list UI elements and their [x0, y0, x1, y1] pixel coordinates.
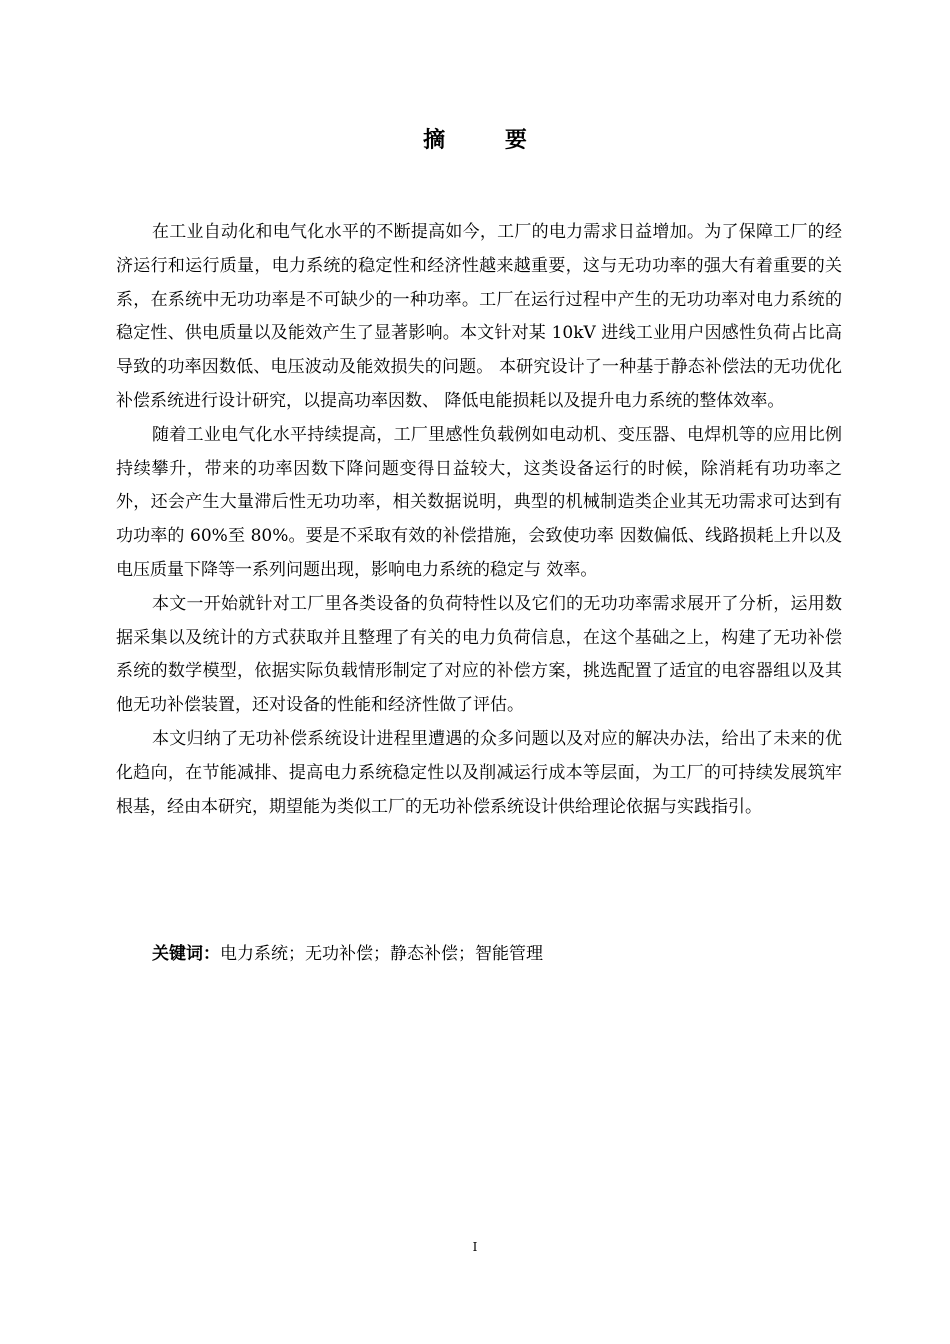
keywords-label: 关键词：	[152, 944, 220, 964]
keywords-value: 电力系统；无功补偿；静态补偿；智能管理	[220, 944, 543, 964]
abstract-paragraph: 在工业自动化和电气化水平的不断提高如今，工厂的电力需求日益增加。为了保障工厂的经济运行和运行质量，电力系统的稳定性和经济性越来越重要，这与无功功率的强大有着重要的关系，在系统中无功功率是不可缺少的一种功率。工厂在运行过程中产生的无功功率对电力系统的稳定性、供电质量以及能效产生了显著影响。本文针对某 10kV 进线工业用户因感性负荷占比高导致的功率因数低、电压波动及能效损失的问题。 本研究设计了一种基于静态补偿法的无功优化补偿系统进行设计研究，以提高功率因数、 降低电能损耗以及提升电力系统的整体效率。	[116, 222, 842, 411]
abstract-paragraph: 本文一开始就针对工厂里各类设备的负荷特性以及它们的无功功率需求展开了分析，运用数据采集以及统计的方式获取并且整理了有关的电力负荷信息，在这个基础之上，构建了无功补偿系统的数学模型，依据实际负载情形制定了对应的补偿方案，挑选配置了适宜的电容器组以及其他无功补偿装置，还对设备的性能和经济性做了评估。	[116, 593, 842, 716]
page-title: 摘 要	[423, 127, 553, 153]
page-number: I	[472, 1240, 478, 1254]
abstract-paragraph: 随着工业电气化水平持续提高，工厂里感性负载例如电动机、变压器、电焊机等的应用比例持续攀升，带来的功率因数下降问题变得日益较大，这类设备运行的时候，除消耗有功功率之外，还会产生大量滞后性无功功率，相关数据说明，典型的机械制造类企业其无功需求可达到有功功率的 60%至 80%。要是不采取有效的补偿措施，会致使功率 因数偏低、线路损耗上升以及电压质量下降等一系列问题出现，影响电力系统的稳定与 效率。	[116, 424, 842, 580]
abstract-body	[116, 216, 842, 824]
abstract-paragraph: 本文归纳了无功补偿系统设计进程里遭遇的众多问题以及对应的解决办法，给出了未来的优化趋向，在节能减排、提高电力系统稳定性以及削减运行成本等层面，为工厂的可持续发展筑牢根基，经由本研究，期望能为类似工厂的无功补偿系统设计供给理论依据与实践指引。	[116, 728, 842, 817]
keywords-line	[152, 939, 842, 969]
